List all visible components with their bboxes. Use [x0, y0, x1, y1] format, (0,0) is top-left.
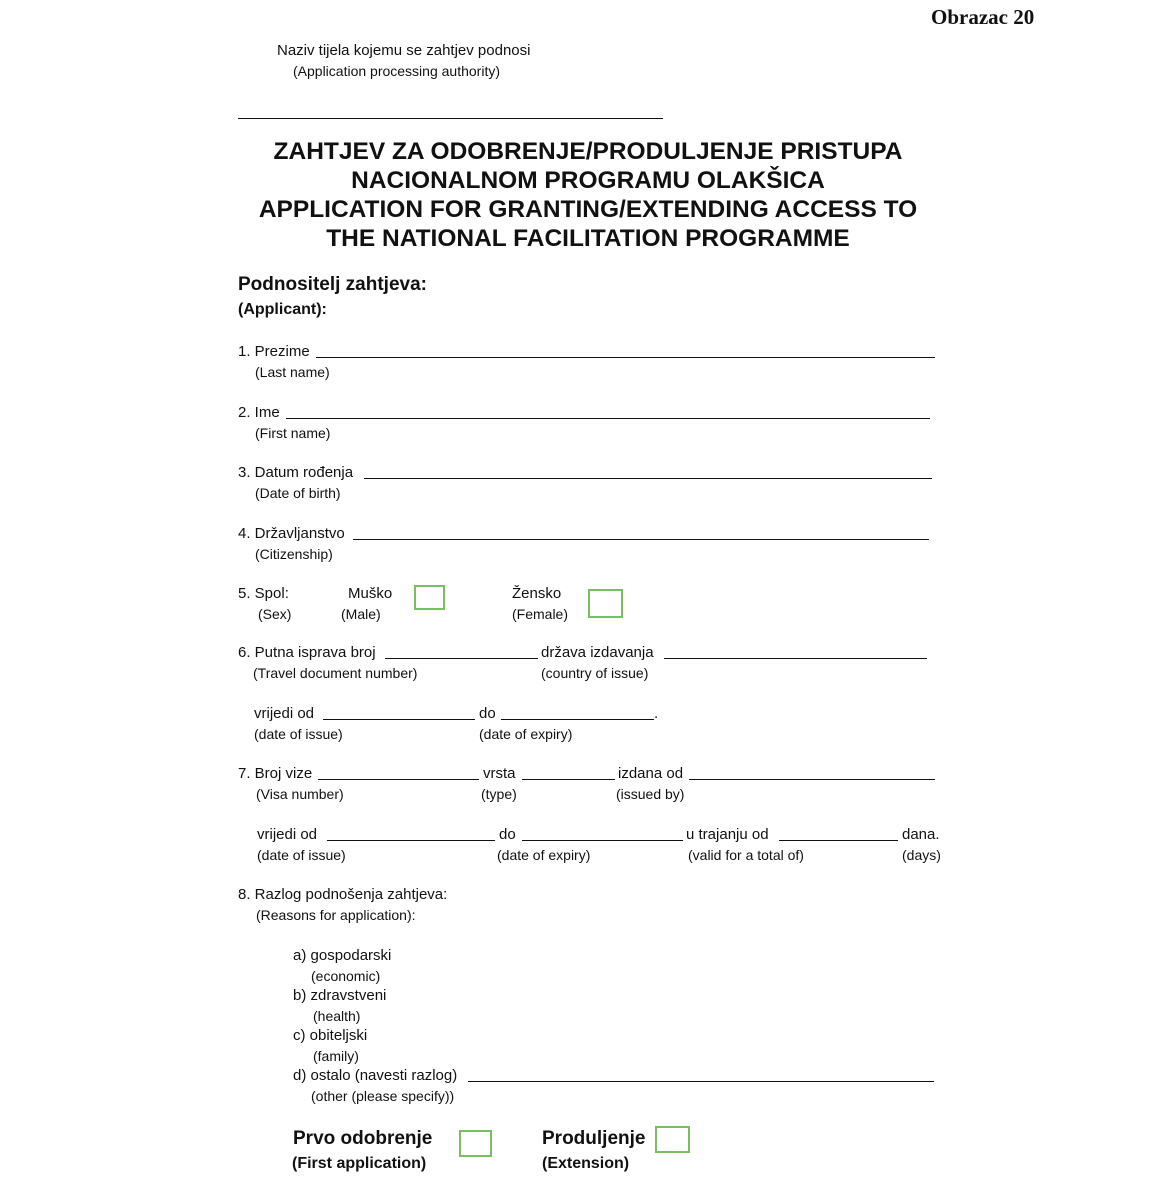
- visa-issued-by-field[interactable]: [689, 779, 935, 780]
- title-line-4: THE NATIONAL FACILITATION PROGRAMME: [326, 225, 850, 252]
- applicant-heading-en: (Applicant):: [238, 301, 327, 318]
- first-application-label: Prvo odobrenje: [293, 1128, 433, 1149]
- reason-label: 8. Razlog podnošenja zahtjeva:: [238, 886, 448, 903]
- reason-economic-en: (economic): [311, 968, 381, 984]
- citizenship-label-en: (Citizenship): [255, 546, 333, 562]
- authority-label-en: (Application processing authority): [293, 63, 500, 79]
- visa-valid-to-field[interactable]: [522, 840, 683, 841]
- doc-valid-to-field[interactable]: [501, 719, 654, 720]
- sex-label: 5. Spol:: [238, 585, 289, 602]
- visa-type-label-en: (type): [481, 786, 517, 802]
- doc-valid-to-label: do: [479, 705, 496, 722]
- reason-health[interactable]: b) zdravstveni: [293, 987, 387, 1004]
- travel-doc-label-en: (Travel document number): [253, 665, 418, 681]
- reason-family-en: (family): [313, 1048, 359, 1064]
- visa-valid-from-label-en: (date of issue): [257, 847, 346, 863]
- first-name-label-en: (First name): [255, 425, 331, 441]
- authority-field[interactable]: [238, 118, 663, 119]
- travel-doc-label: 6. Putna isprava broj: [238, 644, 376, 661]
- visa-type-field[interactable]: [522, 779, 615, 780]
- extension-label: Produljenje: [542, 1128, 646, 1149]
- visa-duration-field[interactable]: [779, 840, 898, 841]
- country-of-issue-label-en: (country of issue): [541, 665, 649, 681]
- visa-type-label: vrsta: [483, 765, 516, 782]
- first-application-checkbox[interactable]: [459, 1130, 492, 1157]
- country-of-issue-label: država izdavanja: [541, 644, 654, 661]
- visa-days-label-en: (days): [902, 847, 941, 863]
- dob-label: 3. Datum rođenja: [238, 464, 354, 481]
- doc-valid-from-label-en: (date of issue): [254, 726, 343, 742]
- visa-number-field[interactable]: [318, 779, 479, 780]
- applicant-heading: Podnositelj zahtjeva:: [238, 274, 427, 295]
- first-name-field[interactable]: [286, 418, 930, 419]
- first-name-label: 2. Ime: [238, 404, 280, 421]
- extension-checkbox[interactable]: [655, 1126, 690, 1153]
- travel-doc-number-field[interactable]: [385, 658, 538, 659]
- female-label-en: (Female): [512, 606, 569, 622]
- female-label: Žensko: [512, 585, 562, 602]
- visa-valid-to-label: do: [499, 826, 516, 843]
- male-label-en: (Male): [341, 606, 381, 622]
- form-number: Obrazac 20: [931, 5, 1035, 29]
- title-line-1: ZAHTJEV ZA ODOBRENJE/PRODULJENJE PRISTUPA: [273, 138, 903, 165]
- dob-label-en: (Date of birth): [255, 485, 341, 501]
- last-name-label: 1. Prezime: [238, 343, 310, 360]
- citizenship-field[interactable]: [353, 539, 929, 540]
- reason-health-en: (health): [313, 1008, 361, 1024]
- visa-valid-from-label: vrijedi od: [257, 826, 318, 843]
- dob-field[interactable]: [364, 478, 932, 479]
- visa-number-label-en: (Visa number): [256, 786, 344, 802]
- visa-issued-by-label-en: (issued by): [616, 786, 685, 802]
- male-checkbox[interactable]: [414, 585, 445, 610]
- title-line-2: NACIONALNOM PROGRAMU OLAKŠICA: [351, 167, 825, 194]
- doc-period: .: [654, 705, 659, 722]
- reason-economic[interactable]: a) gospodarski: [293, 947, 392, 964]
- citizenship-label: 4. Državljanstvo: [238, 525, 345, 542]
- female-checkbox[interactable]: [588, 589, 623, 618]
- extension-label-en: (Extension): [542, 1155, 630, 1172]
- visa-issued-by-label: izdana od: [618, 765, 684, 782]
- reason-other[interactable]: d) ostalo (navesti razlog): [293, 1067, 458, 1084]
- visa-days-label: dana.: [902, 826, 940, 843]
- doc-valid-from-label: vrijedi od: [254, 705, 315, 722]
- form-title: [238, 137, 938, 253]
- reason-other-field[interactable]: [468, 1081, 934, 1082]
- authority-label: Naziv tijela kojemu se zahtjev podnosi: [277, 42, 531, 59]
- visa-number-label: 7. Broj vize: [238, 765, 313, 782]
- visa-valid-to-label-en: (date of expiry): [497, 847, 591, 863]
- last-name-field[interactable]: [316, 357, 935, 358]
- male-label: Muško: [348, 585, 393, 602]
- visa-duration-label: u trajanju od: [686, 826, 769, 843]
- doc-valid-from-field[interactable]: [323, 719, 475, 720]
- last-name-label-en: (Last name): [255, 364, 330, 380]
- sex-label-en: (Sex): [258, 606, 292, 622]
- visa-valid-from-field[interactable]: [327, 840, 495, 841]
- first-application-label-en: (First application): [292, 1155, 427, 1172]
- reason-other-en: (other (please specify)): [311, 1088, 455, 1104]
- doc-valid-to-label-en: (date of expiry): [479, 726, 573, 742]
- visa-duration-label-en: (valid for a total of): [688, 847, 804, 863]
- title-line-3: APPLICATION FOR GRANTING/EXTENDING ACCESS TO: [258, 196, 918, 223]
- reason-family[interactable]: c) obiteljski: [293, 1027, 368, 1044]
- reason-label-en: (Reasons for application):: [256, 907, 416, 923]
- country-of-issue-field[interactable]: [664, 658, 927, 659]
